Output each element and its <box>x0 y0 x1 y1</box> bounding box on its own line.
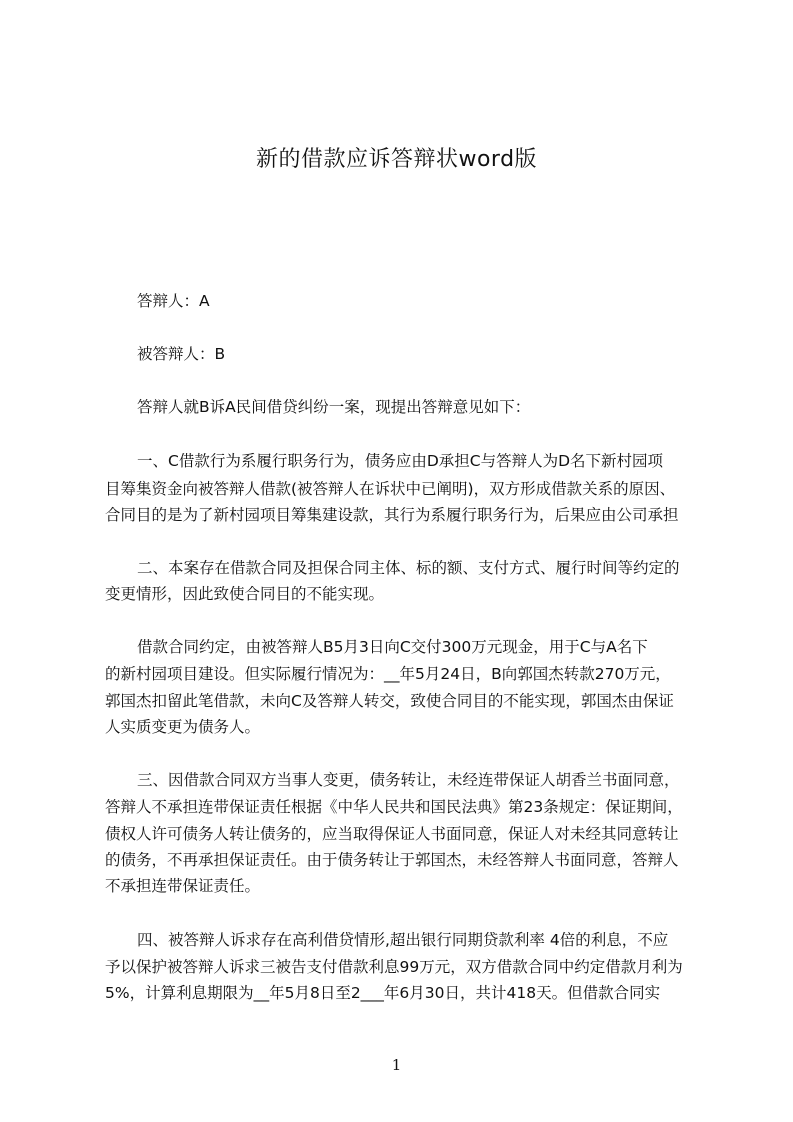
paragraph-line: 不承担连带保证责任。 <box>105 877 261 895</box>
page-number: 1 <box>391 1056 402 1074</box>
respondent-line: 答辩人：A <box>137 292 210 310</box>
intro-line: 答辩人就B诉A民间借贷纠纷一案，现提出答辩意见如下： <box>137 398 531 416</box>
paragraph-line: 人实质变更为债务人。 <box>105 718 261 736</box>
document-title: 新的借款应诉答辩状word版 <box>255 147 538 172</box>
paragraph-line: 三、因借款合同双方当事人变更，债务转让，未经连带保证人胡香兰书面同意， <box>137 771 680 789</box>
paragraph-line: 变更情形，因此致使合同目的不能实现。 <box>105 585 385 603</box>
paragraph-line: 借款合同约定，由被答辩人B5月3日向C交付300万元现金，用于C与A名下 <box>137 638 648 656</box>
paragraph-line: 郭国杰扣留此笔借款，未向C及答辩人转交，致使合同目的不能实现，郭国杰由保证 <box>105 692 674 710</box>
paragraph-line: 二、本案存在借款合同及担保合同主体、标的额、支付方式、履行时间等约定的 <box>137 559 680 577</box>
paragraph-line: 予以保护被答辩人诉求三被告支付借款利息99万元，双方借款合同中约定借款月利为 <box>105 958 683 976</box>
paragraph-line: 四、被答辩人诉求存在高利借贷情形,超出银行同期贷款利率 4倍的利息，不应 <box>137 931 669 949</box>
paragraph-line: 5%，计算利息期限为__年5月8日至2___年6月30日，共计418天。但借款合同实 <box>105 984 661 1002</box>
paragraph-line: 的债务，不再承担保证责任。由于债务转让于郭国杰，未经答辩人书面同意，答辩人 <box>105 851 679 869</box>
paragraph-line: 债权人许可债务人转让债务的，应当取得保证人书面同意，保证人对未经其同意转让 <box>105 825 679 843</box>
paragraph-line: 的新村园项目建设。但实际履行情况为：__年5月24日，B向郭国杰转款270万元， <box>105 665 671 683</box>
plaintiff-line: 被答辩人：B <box>137 345 226 363</box>
paragraph-line: 一、C借款行为系履行职务行为，债务应由D承担C与答辩人为D名下新村园项 <box>137 452 664 470</box>
paragraph-line: 答辩人不承担连带保证责任根据《中华人民共和国民法典》第23条规定：保证期间， <box>105 798 683 816</box>
paragraph-line: 目筹集资金向被答辩人借款(被答辩人在诉状中已阐明)，双方形成借款关系的原因、 <box>105 480 676 498</box>
paragraph-line: 合同目的是为了新村园项目筹集建设款，其行为系履行职务行为，后果应由公司承担 <box>105 506 679 524</box>
